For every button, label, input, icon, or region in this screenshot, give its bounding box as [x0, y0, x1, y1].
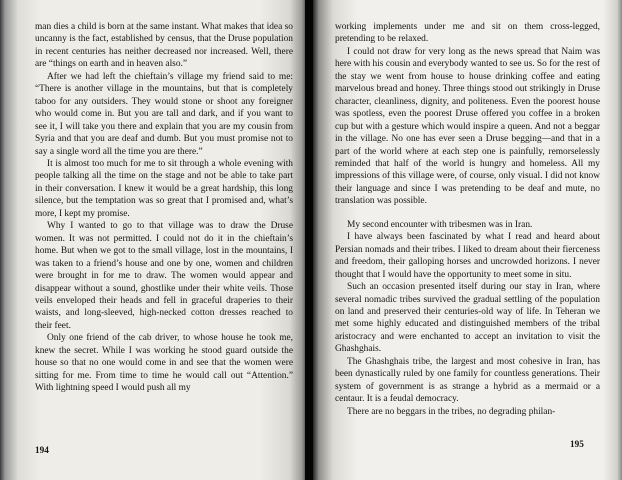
paragraph: Only one friend of the cab driver, to whose house he took me, knew the secret. While I was working he stood guard outside the house so that no one would come in and see that the women were sitting for me. From time to time he would call out “Attention.” With lightning speed I would push all my — [35, 333, 293, 394]
page-number: 195 — [570, 439, 584, 449]
paragraph: I could not draw for very long as the news spread that Naim was here with his cousin and everybody wanted to see us. So for the rest of the stay we went from house to house drinking coffee and eating marvelous bread and honey. Three things stood out strikingly in Druse character, cleanliness, dignity, and politeness. Even the poorest house was spotless, even the poorest Druse offered you coffee in a broken cup but with a gesture which would inspire a queen. And not a beggar in the village. No one has ever seen a Druse begging—and that in a part of the world where at each step one is painfully, remorselessly reminded that half of the world is hungry and homeless. All my impressions of this village were, of course, only visual. I did not know their language and since I was pretending to be deaf and mute, no translation was possible. — [335, 46, 600, 207]
paragraph: I have always been fascinated by what I read and heard about Persian nomads and their tribes. I liked to dream about their fierceness and freedom, their galloping horses and uncrowded horizons. I never thought that I would have the opportunity to meet some in situ. — [335, 232, 600, 280]
paragraph: The Ghashghais tribe, the largest and most cohesive in Iran, has been dynastically ruled by one family for countless generations. Their system of government is as strange a hybrid as a mermaid or a centaur. It is a feudal democracy. — [335, 356, 600, 405]
paragraph: It is almost too much for me to sit through a whole evening with people talking all the time on the stage and not be able to take part in their conversation. I knew it would be a great hardship, this long silence, but the temptation was so great that I promised and, what’s more, I kept my promise. — [35, 158, 293, 219]
paragraph: My second encounter with tribesmen was in Iran. — [347, 219, 533, 230]
paragraph: After we had left the chieftain’s village my friend said to me: “There is another village in the mountains, but that is completely taboo for any outsiders. They would stone or shoot any foreigner who would come in. But you are tall and dark, and if you want to see it, I will take you there and explain that you are my cousin from Syria and that you are deaf and dumb. But you must promise not to say a single word all the time you are there.” — [35, 71, 293, 157]
paragraph: man dies a child is born at the same instant. What makes that idea so uncanny is the fact, established by census, that the Druse population in recent centuries has neither decreased nor increased. Well, there are “things on earth and in heaven also.” — [35, 22, 293, 70]
paragraph: Such an occasion presented itself during our stay in Iran, where several nomadic tribes survived the gradual settling of the population on land and preserved their centuries-old way of life. In Teheran we met some highly educated and distinguished members of the tribal aristocracy and were enchanted to accept an invitation to visit the Ghashghais. — [335, 282, 600, 355]
right-page — [313, 0, 622, 480]
paragraph: Why I wanted to go to that village was to draw the Druse women. It was not permitted. I could not do it in the chieftain’s home. But when we got to the small village, lost in the mountains, I was taken to a friend’s house and one by one, women and children were brought in for me to draw. The women would appear and disappear without a sound, ghostlike under their white veils. Those veils enveloped their heads and fell in graceful draperies to their waists, and long-sleeved, high-necked cotton dresses reached to their feet. — [35, 221, 293, 331]
left-page-text — [35, 21, 293, 395]
paragraph: working implements under me and sit on them cross-legged, pretending to be relaxed. — [335, 22, 600, 45]
right-page-text — [335, 21, 600, 418]
paragraph: There are no beggars in the tribes, no degrading philan- — [347, 406, 556, 417]
page-number: 194 — [35, 445, 49, 455]
left-page — [0, 0, 307, 480]
